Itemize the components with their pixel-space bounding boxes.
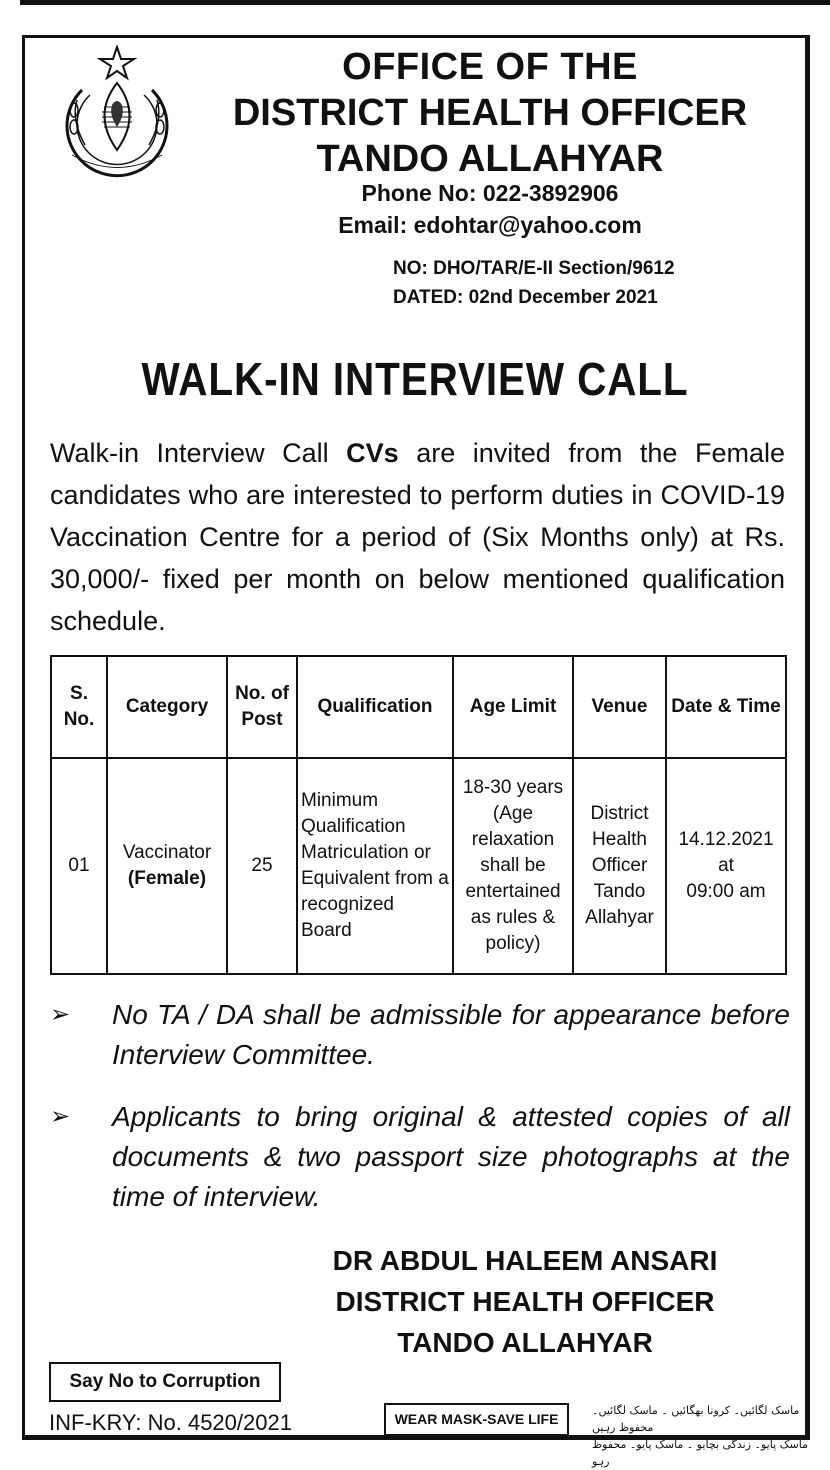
col-date-time: Date & Time [666, 656, 786, 758]
col-category: Category [107, 656, 227, 758]
office-heading-title: DISTRICT HEALTH OFFICER [232, 92, 748, 134]
intro-text-start: Walk-in Interview Call [50, 438, 347, 468]
intro-text-end: are invited from the Female candidates who are interested to perform duties in COVID-19 Vaccination Centre for a period of (Six Months only) at Rs. 30,000/- fixed per month on below mentioned qualification schedule. [50, 438, 785, 636]
cell-sno: 01 [51, 758, 107, 974]
col-qualification: Qualification [297, 656, 453, 758]
sindh-government-emblem-icon [52, 45, 182, 180]
office-heading-location: TANDO ALLAHYAR [316, 138, 664, 180]
signatory-location: TANDO ALLAHYAR [397, 1327, 653, 1358]
table-row [51, 758, 786, 974]
table-header-row [51, 656, 786, 758]
cell-qualification: Minimum Qualification Matriculation or Equivalent from a recognized Board [297, 758, 453, 974]
cell-posts: 25 [227, 758, 297, 974]
reference-number: NO: DHO/TAR/E-II Section/9612 [393, 258, 675, 279]
cell-venue: District Health Officer Tando Allahyar [573, 758, 666, 974]
office-heading: OFFICE OF THE [342, 46, 638, 88]
dated: DATED: 02nd December 2021 [393, 287, 658, 308]
conditions-list [50, 995, 790, 1239]
list-item [50, 1097, 790, 1217]
page-title: WALK-IN INTERVIEW CALL [141, 353, 689, 405]
signatory-designation: DISTRICT HEALTH OFFICER [335, 1286, 715, 1317]
schedule-table [50, 655, 787, 975]
arrow-bullet-icon: ➢ [50, 1103, 71, 1130]
col-age-limit: Age Limit [453, 656, 573, 758]
signatory-name: DR ABDUL HALEEM ANSARI [332, 1245, 718, 1276]
urdu-slogan-line1: ماسک لگائیں۔ کرونا بھگائیں ۔ ماسک لگائیں۔ محفوظ رہیں [592, 1404, 800, 1434]
cell-age-limit: 18-30 years (Age relaxation shall be entertained as rules & policy) [453, 758, 573, 974]
col-venue: Venue [573, 656, 666, 758]
wear-mask-box: WEAR MASK-SAVE LIFE [384, 1403, 569, 1436]
col-posts: No. of Post [227, 656, 297, 758]
top-rule [20, 0, 830, 5]
list-item [50, 995, 790, 1075]
urdu-slogan-line2: ماسک پایو۔ زندگی بچایو ۔ ماسک پایو۔ محفوظ رہو [592, 1438, 808, 1468]
category-name: Vaccinator [122, 842, 212, 863]
phone-number: Phone No: 022-3892906 [361, 180, 619, 206]
condition-text: Applicants to bring original & attested copies of all documents & two passport size photographs at the time of interview. [112, 1101, 790, 1212]
interview-time: 09:00 am [686, 881, 766, 902]
interview-at: at [718, 855, 734, 876]
col-sno: S. No. [51, 656, 107, 758]
category-gender: (Female) [127, 868, 207, 889]
urdu-slogan [592, 1402, 822, 1470]
email-address: Email: edohtar@yahoo.com [338, 212, 642, 238]
interview-date: 14.12.2021 [678, 829, 774, 850]
cell-category [107, 758, 227, 974]
cell-date-time [666, 758, 786, 974]
intro-text-bold: CVs [346, 438, 399, 468]
say-no-to-corruption-box: Say No to Corruption [49, 1362, 281, 1402]
arrow-bullet-icon: ➢ [50, 1001, 71, 1028]
inf-number: INF-KRY: No. 4520/2021 [49, 1410, 292, 1435]
condition-text: No TA / DA shall be admissible for appearance before Interview Committee. [112, 999, 790, 1070]
intro-paragraph [50, 432, 785, 642]
